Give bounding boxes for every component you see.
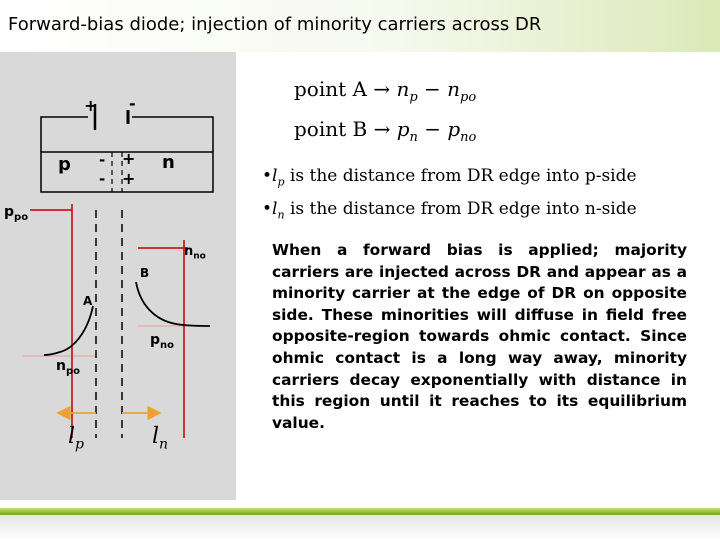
electron-decay-curve (44, 306, 93, 355)
circuit-wire-left (41, 117, 88, 152)
n-region-label: n (162, 152, 175, 173)
slide-title: Forward-bias diode; injection of minority carriers across DR (8, 14, 542, 35)
explanation-paragraph: When a forward bias is applied; majority carriers are injected across DR and appear as a minority carrier at the edge of DR on opposite side. These minorities will diffuse in field free opposite-region towards ohmic contact. Since ohmic contact is a long way away, minority carriers decay exponentially with distance in this region until it reaches to its equilibrium value. (272, 241, 687, 432)
hole-decay-curve (136, 282, 210, 326)
bullet-ln: $•l_n$ is the distance from DR edge into n-side (262, 199, 637, 222)
nno-label: $n_{no}$ (184, 244, 206, 262)
bullet-lp: $•l_p$ is the distance from DR edge into p-side (262, 166, 637, 189)
footer-shadow (0, 515, 720, 540)
p-region-label: p (58, 154, 71, 175)
footer (0, 500, 720, 540)
dr-charge-minus-1: - (99, 151, 106, 169)
formula-point-a: point $A \to n_p - n_{po}$ (294, 77, 477, 105)
formula-point-b: point $B \to p_n - p_{no}$ (294, 117, 477, 145)
battery-minus-label: - (129, 94, 136, 113)
pno-label: $p_{no}$ (150, 332, 175, 351)
circuit-wire-right (132, 117, 213, 152)
lp-label: $l_p$ (68, 424, 85, 453)
dr-charge-plus-1: + (122, 149, 136, 168)
dr-charge-plus-2: + (122, 169, 136, 188)
dr-charge-minus-2: - (99, 170, 106, 188)
ppo-label: $p_{po}$ (4, 204, 29, 223)
npo-label: $n_{po}$ (56, 358, 80, 377)
point-a-label: A (83, 294, 93, 308)
battery-plus-label: + (84, 96, 98, 115)
point-b-label: B (140, 266, 150, 280)
footer-accent-line (0, 508, 720, 515)
ln-label: $l_n$ (152, 424, 169, 453)
